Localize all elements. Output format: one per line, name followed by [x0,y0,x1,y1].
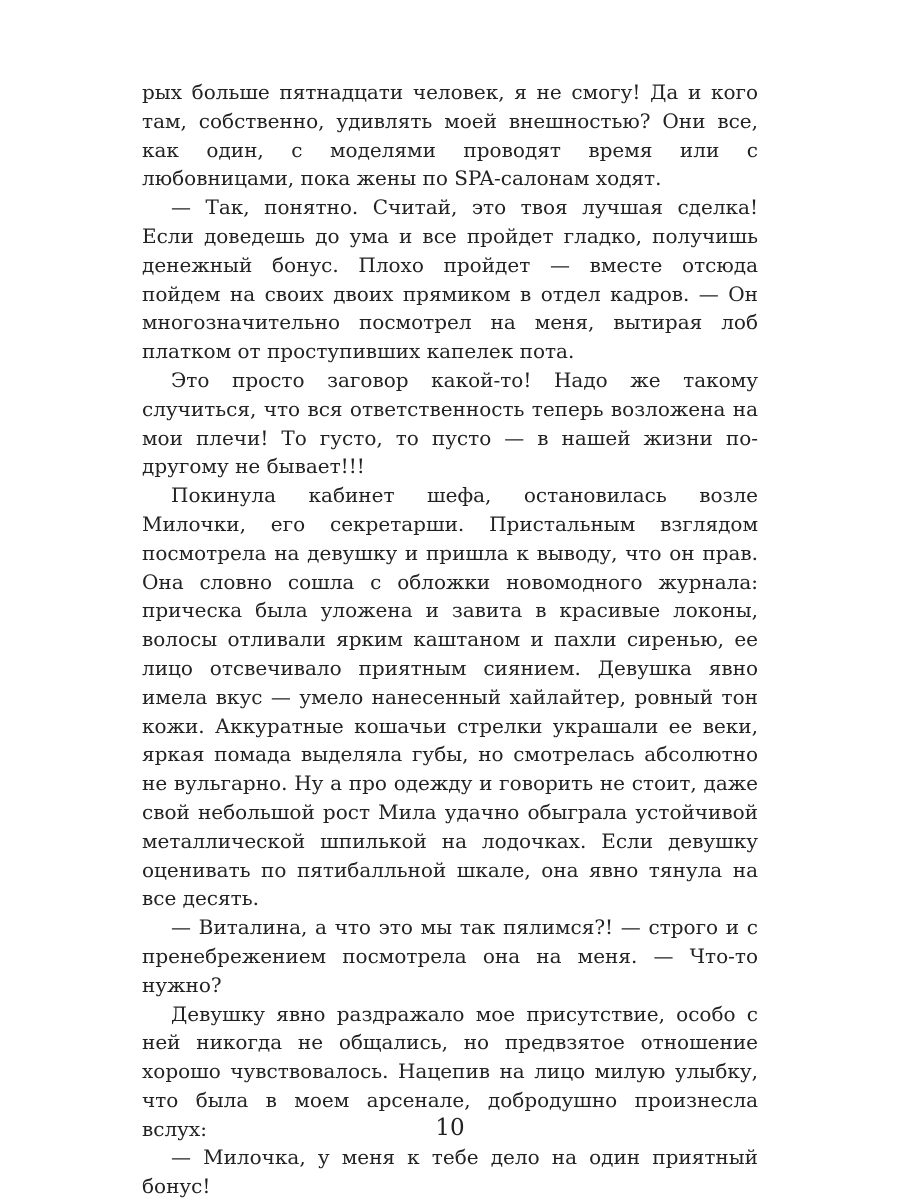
paragraph-conspiracy: Это просто заговор какой-то! Надо же такому случиться, что вся ответственность теперь возложена на мои плечи! То густо, то пусто — в нашей жизни по-другому не бывает!!! [142,367,758,479]
paragraph-dialogue-bonus: — Милочка, у меня к тебе дело на один приятный бонус! [142,1145,758,1199]
body-text [142,78,758,1201]
paragraph-continuation: рых больше пятнадцати человек, я не смогу! Да и кого там, собственно, удивлять моей внешностью? Они все, как один, с моделями проводят время или с любовницами, пока жены по SPA-салонам ходят. [142,80,758,191]
paragraph-dialogue-question: — Виталина, а что это мы так пялимся?! — строго и с пренебрежением посмотрела она на меня. — Что-то нужно? [142,915,758,997]
paragraph-dialogue-deal: — Так, понятно. Считай, это твоя лучшая сделка! Если доведешь до ума и все пройдет гладко, получишь денежный бонус. Плохо пройдет — вместе отсюда пойдем на своих двоих прямиком в отдел кадров. — Он многозначительно посмотрел на меня, вытирая лоб платком от проступивших капелек пота. [142,195,758,364]
paragraph-irritation: Девушку явно раздражало мое присутствие, особо с ней никогда не общались, но предвзятое отношение хорошо чувствовалось. Нацепив на лицо милую улыбку, что была в моем арсенале, добродушно произнесла вслух: [142,1001,758,1141]
page-number: 10 [435,1115,465,1141]
paragraph-secretary-description: Покинула кабинет шефа, остановилась возле Милочки, его секретарши. Пристальным взглядом посмотрела на девушку и пришла к выводу, что он прав. Она словно сошла с обложки новомодного журнала: прическа была уложена и завита в красивые локоны, волосы отливали ярким каштаном и пахли сиренью, ее лицо отсвечивало приятным сиянием. Девушка явно имела вкус — умело нанесенный хайлайтер, ровный тон кожи. Аккуратные кошачьи стрелки украшали ее веки, яркая помада выделяла губы, но смотрелась абсолютно не вульгарно. Ну а про одежду и говорить не стоит, даже свой небольшой рост Мила удачно обыграла устойчивой металлической шпилькой на лодочках. Если девушку оценивать по пятибалльной шкале, она явно тянула на все десять. [142,483,758,911]
